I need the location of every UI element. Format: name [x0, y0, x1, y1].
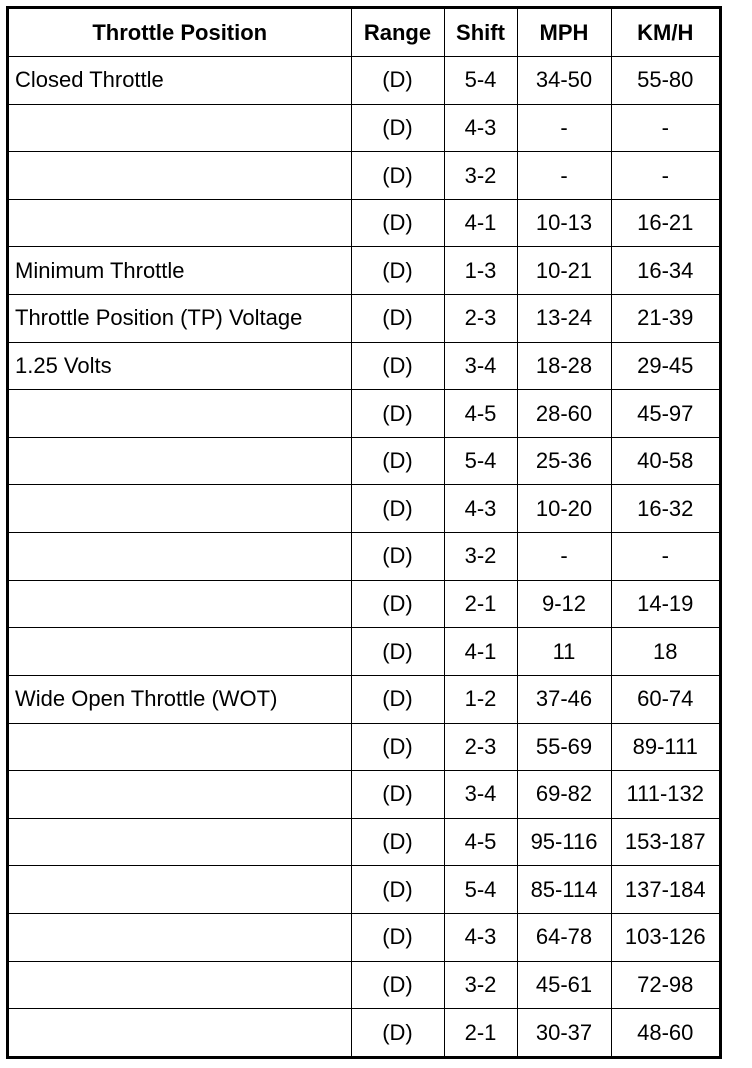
header-throttle-position: Throttle Position [9, 9, 351, 57]
header-mph: MPH [517, 9, 611, 57]
cell-mph: - [517, 104, 611, 152]
cell-kmh: 137-184 [611, 866, 719, 914]
table-row [9, 913, 719, 961]
cell-range: (D) [351, 295, 444, 343]
cell-mph: 55-69 [517, 723, 611, 771]
cell-mph: - [517, 533, 611, 581]
cell-throttle-position [9, 533, 351, 581]
cell-throttle-position [9, 961, 351, 1009]
table-row [9, 628, 719, 676]
cell-kmh: 40-58 [611, 437, 719, 485]
cell-mph: 64-78 [517, 913, 611, 961]
cell-shift: 3-4 [444, 342, 517, 390]
cell-throttle-position [9, 199, 351, 247]
cell-throttle-position: Throttle Position (TP) Voltage [9, 295, 351, 343]
cell-throttle-position [9, 628, 351, 676]
cell-kmh: 14-19 [611, 580, 719, 628]
cell-shift: 4-5 [444, 818, 517, 866]
table-row [9, 961, 719, 1009]
cell-throttle-position [9, 152, 351, 200]
cell-kmh: - [611, 104, 719, 152]
cell-throttle-position [9, 437, 351, 485]
cell-shift: 4-3 [444, 104, 517, 152]
table-row [9, 437, 719, 485]
cell-range: (D) [351, 913, 444, 961]
table-row [9, 342, 719, 390]
cell-shift: 3-4 [444, 771, 517, 819]
cell-shift: 5-4 [444, 57, 517, 105]
table-row [9, 57, 719, 105]
cell-shift: 1-3 [444, 247, 517, 295]
table-row [9, 104, 719, 152]
table-row [9, 866, 719, 914]
cell-kmh: 89-111 [611, 723, 719, 771]
table-row [9, 771, 719, 819]
table-row [9, 247, 719, 295]
cell-kmh: 21-39 [611, 295, 719, 343]
cell-throttle-position [9, 580, 351, 628]
cell-throttle-position [9, 818, 351, 866]
header-row [9, 9, 719, 57]
cell-throttle-position [9, 485, 351, 533]
cell-range: (D) [351, 533, 444, 581]
shift-speed-table [6, 6, 722, 1059]
cell-kmh: - [611, 152, 719, 200]
cell-range: (D) [351, 961, 444, 1009]
table [9, 9, 719, 1056]
cell-shift: 2-1 [444, 1009, 517, 1056]
table-row [9, 485, 719, 533]
table-row [9, 675, 719, 723]
table-row [9, 390, 719, 438]
cell-range: (D) [351, 485, 444, 533]
cell-range: (D) [351, 866, 444, 914]
table-row [9, 1009, 719, 1056]
cell-throttle-position [9, 723, 351, 771]
header-kmh: KM/H [611, 9, 719, 57]
cell-kmh: 48-60 [611, 1009, 719, 1056]
cell-throttle-position [9, 913, 351, 961]
table-row [9, 818, 719, 866]
cell-range: (D) [351, 580, 444, 628]
header-shift: Shift [444, 9, 517, 57]
cell-range: (D) [351, 390, 444, 438]
cell-kmh: 111-132 [611, 771, 719, 819]
cell-mph: 34-50 [517, 57, 611, 105]
cell-mph: - [517, 152, 611, 200]
cell-mph: 13-24 [517, 295, 611, 343]
cell-shift: 5-4 [444, 866, 517, 914]
cell-throttle-position [9, 866, 351, 914]
cell-range: (D) [351, 771, 444, 819]
cell-shift: 4-1 [444, 199, 517, 247]
table-row [9, 295, 719, 343]
cell-range: (D) [351, 57, 444, 105]
cell-range: (D) [351, 437, 444, 485]
cell-range: (D) [351, 199, 444, 247]
table-row [9, 580, 719, 628]
cell-mph: 11 [517, 628, 611, 676]
cell-kmh: 55-80 [611, 57, 719, 105]
cell-shift: 3-2 [444, 533, 517, 581]
cell-range: (D) [351, 818, 444, 866]
cell-range: (D) [351, 342, 444, 390]
cell-kmh: 16-34 [611, 247, 719, 295]
cell-mph: 28-60 [517, 390, 611, 438]
cell-mph: 69-82 [517, 771, 611, 819]
cell-throttle-position: Wide Open Throttle (WOT) [9, 675, 351, 723]
table-body [9, 57, 719, 1057]
cell-shift: 2-3 [444, 295, 517, 343]
cell-mph: 25-36 [517, 437, 611, 485]
cell-kmh: 60-74 [611, 675, 719, 723]
cell-range: (D) [351, 675, 444, 723]
cell-range: (D) [351, 152, 444, 200]
cell-mph: 18-28 [517, 342, 611, 390]
cell-range: (D) [351, 628, 444, 676]
cell-kmh: 16-21 [611, 199, 719, 247]
cell-range: (D) [351, 104, 444, 152]
header-range: Range [351, 9, 444, 57]
cell-range: (D) [351, 247, 444, 295]
table-row [9, 723, 719, 771]
cell-shift: 2-3 [444, 723, 517, 771]
cell-throttle-position: Minimum Throttle [9, 247, 351, 295]
cell-mph: 9-12 [517, 580, 611, 628]
table-row [9, 199, 719, 247]
cell-kmh: - [611, 533, 719, 581]
cell-throttle-position: Closed Throttle [9, 57, 351, 105]
cell-shift: 4-3 [444, 485, 517, 533]
cell-shift: 3-2 [444, 961, 517, 1009]
cell-throttle-position [9, 390, 351, 438]
cell-mph: 37-46 [517, 675, 611, 723]
cell-mph: 10-20 [517, 485, 611, 533]
cell-shift: 1-2 [444, 675, 517, 723]
cell-shift: 5-4 [444, 437, 517, 485]
cell-range: (D) [351, 723, 444, 771]
cell-shift: 4-5 [444, 390, 517, 438]
cell-shift: 2-1 [444, 580, 517, 628]
cell-range: (D) [351, 1009, 444, 1056]
cell-shift: 4-1 [444, 628, 517, 676]
cell-kmh: 103-126 [611, 913, 719, 961]
cell-kmh: 153-187 [611, 818, 719, 866]
cell-kmh: 16-32 [611, 485, 719, 533]
cell-kmh: 45-97 [611, 390, 719, 438]
cell-kmh: 29-45 [611, 342, 719, 390]
cell-mph: 45-61 [517, 961, 611, 1009]
cell-throttle-position [9, 104, 351, 152]
cell-kmh: 18 [611, 628, 719, 676]
cell-kmh: 72-98 [611, 961, 719, 1009]
cell-shift: 3-2 [444, 152, 517, 200]
cell-throttle-position [9, 1009, 351, 1056]
cell-mph: 85-114 [517, 866, 611, 914]
table-row [9, 152, 719, 200]
cell-throttle-position [9, 771, 351, 819]
cell-throttle-position: 1.25 Volts [9, 342, 351, 390]
cell-mph: 10-21 [517, 247, 611, 295]
cell-mph: 30-37 [517, 1009, 611, 1056]
table-row [9, 533, 719, 581]
cell-mph: 10-13 [517, 199, 611, 247]
cell-mph: 95-116 [517, 818, 611, 866]
cell-shift: 4-3 [444, 913, 517, 961]
